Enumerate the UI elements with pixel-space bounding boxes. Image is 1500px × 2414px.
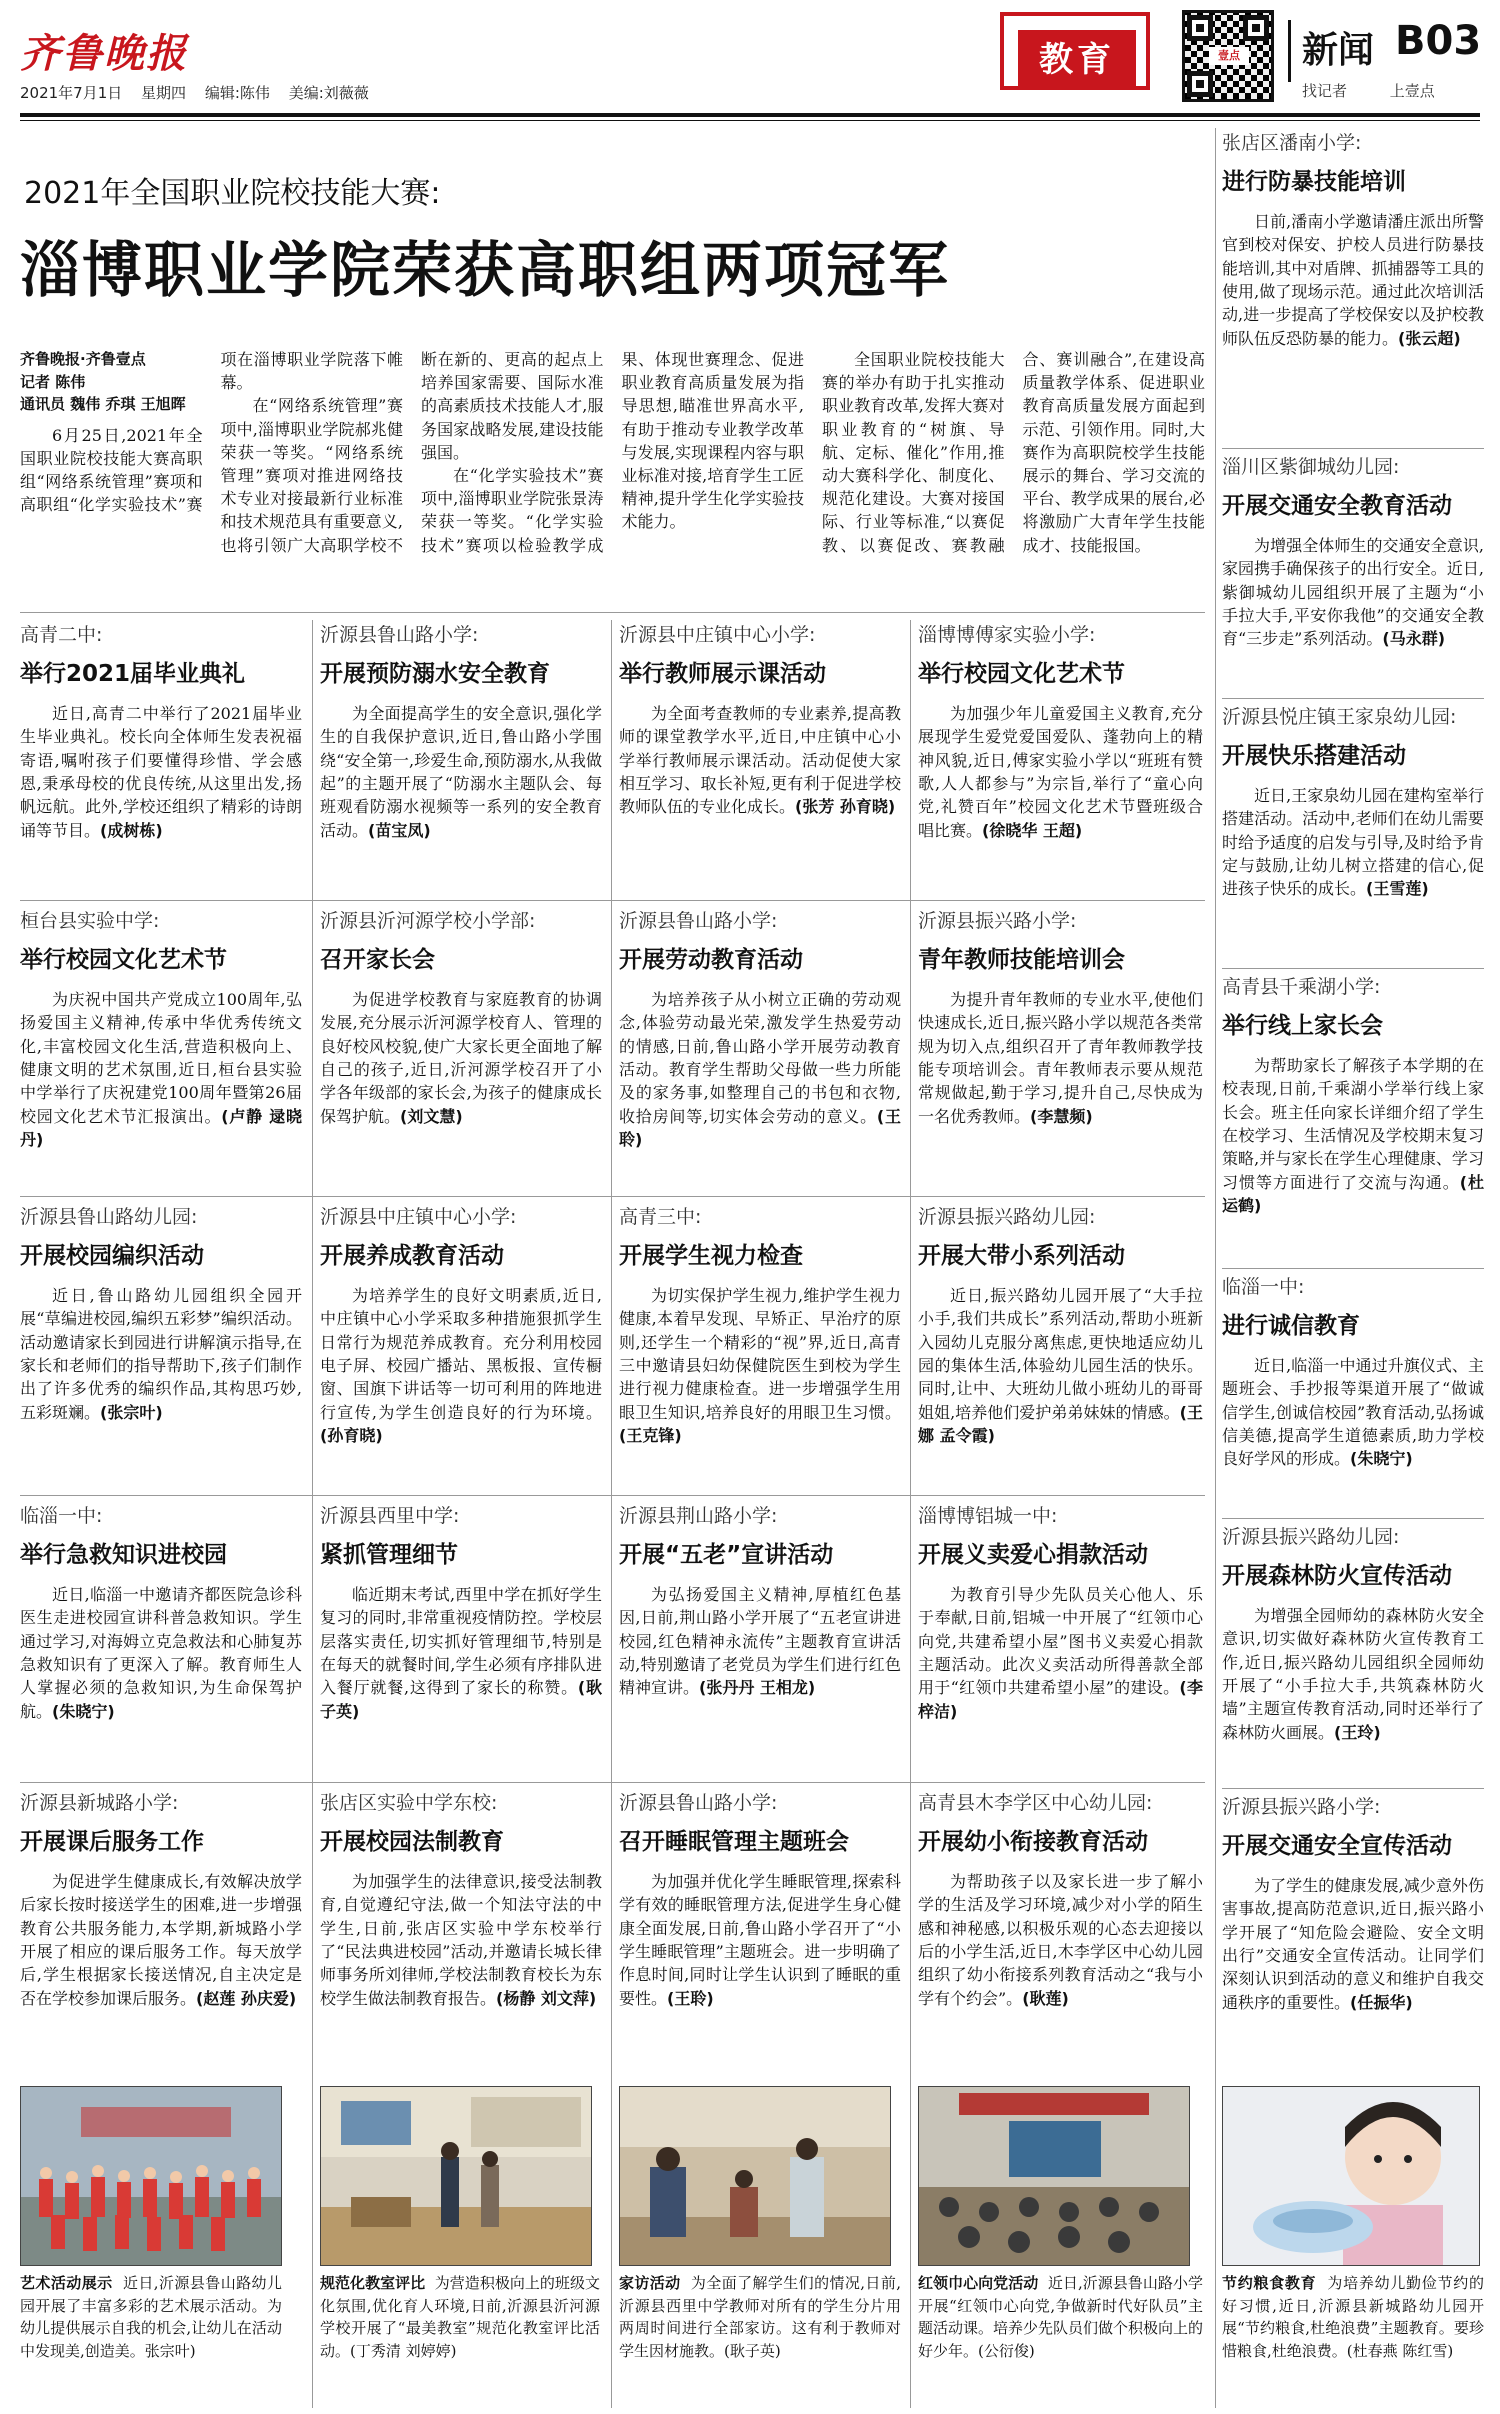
row-divider [1222, 1268, 1484, 1269]
masthead [0, 0, 1500, 118]
row-divider [20, 1495, 1205, 1496]
brief-body: 日前,潘南小学邀请潘庄派出所警官到校对保安、护校人员进行防暴技能培训,其中对盾牌、抓捕器等工具的使用,做了现场示范。通过此次培训活动,进一步提高了学校保安以及护校教师队伍反恐防暴的能力。(张云超) [1222, 212, 1484, 348]
brief-credit: (王雪莲) [1366, 879, 1429, 899]
news-brief [20, 622, 302, 894]
news-brief [619, 1790, 901, 2080]
brief-credit: (杜运鹤) [1222, 1172, 1484, 1216]
news-brief [320, 622, 602, 894]
news-brief [1222, 454, 1484, 694]
brief-headline: 开展“五老”宣讲活动 [619, 1542, 834, 1568]
lead-body [20, 348, 1205, 598]
brief-kicker: 沂源县鲁山路幼儿园: [20, 1206, 198, 1228]
brief-kicker: 淄川区紫御城幼儿园: [1222, 456, 1400, 478]
column-divider [312, 620, 313, 2408]
news-brief [1222, 1794, 1484, 2080]
brief-kicker: 沂源县西里中学: [320, 1505, 460, 1527]
brief-body: 为加强学生的法律意识,接受法制教育,自觉遵纪守法,做一个知法守法的中学生,日前,张店区实验中学东校举行了“民法典进校园”活动,并邀请长城长律师事务所刘律师,学校法制教育校长为东校学生做法制教育报告。(杨静 刘文萍) [320, 1872, 602, 2008]
brief-body: 近日,鲁山路幼儿园组织全园开展“草编进校园,编织五彩梦”编织活动。活动邀请家长到园进行讲解演示指导,在家长和老师们的指导帮助下,孩子们制作出了许多优秀的编织作品,其构思巧妙,五彩斑斓。(张宗叶) [20, 1286, 302, 1422]
brief-kicker: 沂源县振兴路小学: [918, 910, 1077, 932]
brief-headline: 进行诚信教育 [1222, 1313, 1360, 1339]
brief-body: 近日,高青二中举行了2021届毕业生毕业典礼。校长向全体师生发表祝福寄语,嘱咐孩子们要懂得珍惜、学会感恩,秉承母校的优良传统,从这里出发,扬帆远航。此外,学校还组织了精彩的诗朗诵等节目。(成树栋) [20, 704, 302, 840]
brief-headline: 开展养成教育活动 [320, 1243, 504, 1269]
brief-body: 为全面提高学生的安全意识,强化学生的自我保护意识,近日,鲁山路小学围绕“安全第一,珍爱生命,预防溺水,从我做起”的主题开展了“防溺水主题队会、每班观看防溺水视频等一系列的安全教育活动。(苗宝凤) [320, 704, 602, 840]
brief-headline: 开展预防溺水安全教育 [320, 661, 550, 687]
brief-credit: (张芳 孙育晓) [795, 797, 896, 817]
brief-body: 近日,临淄一中通过升旗仪式、主题班会、手抄报等渠道开展了“做诚信学生,创诚信校园”教育活动,弘扬诚信美德,提高学生道德素质,助力学校良好学风的形成。(朱晓宁) [1222, 1356, 1484, 1469]
brief-credit: (王娜 孟令霞) [918, 1402, 1203, 1446]
editor-credit: 编辑:陈伟 [204, 84, 270, 102]
brief-credit: (耿子英) [320, 1678, 602, 1721]
brief-kicker: 沂源县振兴路小学: [1222, 1796, 1381, 1818]
column-divider [910, 620, 911, 2408]
news-brief [20, 908, 302, 1190]
brief-body: 为增强全园师幼的森林防火安全意识,切实做好森林防火宣传教育工作,近日,振兴路幼儿园组织全园师幼开展了“小手拉大手,共筑森林防火墙”主题宣传教育活动,同时还举行了森林防火画展。(王玲) [1222, 1606, 1484, 1742]
brief-body: 近日,振兴路幼儿园开展了“大手拉小手,我们共成长”系列活动,帮助小班新入园幼儿克服分离焦虑,更快地适应幼儿园的集体生活,体验幼儿园生活的快乐。同时,让中、大班幼儿做小班幼儿的哥哥姐姐,培养他们爱护弟弟妹妹的情感。(王娜 孟令霞) [918, 1286, 1203, 1446]
photo-home-visit[interactable] [619, 2086, 891, 2266]
caption-credit: (杜春燕 陈红雪) [1346, 2341, 1454, 2360]
page-note-right: 上壹点 [1389, 82, 1435, 100]
brief-headline: 青年教师技能培训会 [918, 947, 1125, 973]
brief-headline: 开展交通安全宣传活动 [1222, 1833, 1452, 1859]
brief-kicker: 沂源县鲁山路小学: [320, 624, 479, 646]
brief-credit: (李慧频) [1030, 1106, 1093, 1126]
brief-kicker: 张店区实验中学东校: [320, 1792, 498, 1814]
column-divider [611, 620, 612, 2408]
brief-kicker: 高青三中: [619, 1206, 702, 1228]
lead-subtitle: 2021年全国职业院校技能大赛: [24, 176, 441, 211]
brief-body: 为促进学生健康成长,有效解决放学后家长按时接送学生的困难,进一步增强教育公共服务能力,本学期,新城路小学开展了相应的课后服务工作。每天放学后,学生根据家长接送情况,自主决定是否在学校参加课后服务。(赵莲 孙庆爱) [20, 1872, 302, 2008]
brief-credit: (王聆) [619, 1106, 901, 1150]
brief-body: 为帮助孩子以及家长进一步了解小学的生活及学习环境,减少对小学的陌生感和神秘感,以积极乐观的心态去迎接以后的小学生活,近日,木李学区中心幼儿园组织了幼小衔接系列教育活动之“我与小学有个约会”。(耿莲) [918, 1872, 1203, 2008]
brief-kicker: 淄博博铝城一中: [918, 1505, 1058, 1527]
brief-credit: (王玲) [1334, 1722, 1381, 1742]
news-brief [619, 908, 901, 1190]
brief-headline: 开展义卖爱心捐款活动 [918, 1542, 1148, 1568]
news-brief [918, 622, 1203, 894]
brief-kicker: 高青县木李学区中心幼儿园: [918, 1792, 1153, 1814]
brief-kicker: 临淄一中: [20, 1505, 103, 1527]
brief-headline: 开展学生视力检查 [619, 1243, 803, 1269]
brief-kicker: 沂源县新城路小学: [20, 1792, 179, 1814]
brief-body: 临近期末考试,西里中学在抓好学生复习的同时,非常重视疫情防控。学校层层落实责任,切实抓好管理细节,特别是在每天的就餐时间,学生必须有序排队进入餐厅就餐,这得到了家长的称赞。(耿子英) [320, 1585, 602, 1721]
brief-credit: (王克锋) [619, 1426, 682, 1446]
brief-kicker: 沂源县振兴路幼儿园: [1222, 1526, 1400, 1548]
lead-headline: 淄博职业学院荣获高职组两项冠军 [20, 236, 950, 306]
brief-headline: 开展快乐搭建活动 [1222, 743, 1406, 769]
lead-byline-outlet: 齐鲁晚报·齐鲁壹点 [20, 350, 146, 368]
news-brief [1222, 1524, 1484, 1784]
caption-label: 红领巾心向党活动 [918, 2274, 1039, 2292]
brief-kicker: 沂源县鲁山路小学: [619, 1792, 778, 1814]
photo-art-performance[interactable] [20, 2086, 282, 2266]
brief-credit: (刘文慧) [400, 1106, 463, 1126]
brief-credit: (朱晓宁) [52, 1701, 115, 1721]
photo-red-scarf-activity[interactable] [918, 2086, 1190, 2266]
brief-body: 为提升青年教师的专业水平,使他们快速成长,近日,振兴路小学以规范各类常规为切入点,组织召开了青年教师教学技能专项培训会。青年教师表示要从规范常规做起,勤于学习,提升自己,尽快成为一名优秀教师。(李慧频) [918, 990, 1203, 1126]
section-tag: 教育 [1018, 30, 1136, 90]
designer-credit: 美编:刘薇薇 [288, 84, 369, 102]
brief-kicker: 沂源县荆山路小学: [619, 1505, 778, 1527]
brief-kicker: 沂源县振兴路幼儿园: [918, 1206, 1096, 1228]
news-brief [619, 1204, 901, 1489]
brief-credit: (孙育晓) [320, 1426, 383, 1446]
brief-credit: (耿莲) [1022, 1988, 1069, 2008]
brief-kicker: 沂源县悦庄镇王家泉幼儿园: [1222, 706, 1457, 728]
photo-caption: 红领巾心向党活动 近日,沂源县鲁山路小学开展“红领巾心向党,争做新时代好队员”主题活动课。培养少先队员们做个积极向上的好少年。(公衍俊) [918, 2274, 1203, 2360]
home-visit-photo-image [620, 2087, 891, 2266]
red-scarf-photo-image [919, 2087, 1190, 2266]
news-brief [918, 1503, 1203, 1776]
brief-body: 为培养孩子从小树立正确的劳动观念,体验劳动最光荣,激发学生热爱劳动的情感,日前,鲁山路小学开展劳动教育活动。教育学生帮助父母做一些力所能及的家务事,如整理自己的书包和衣物,收拾房间等,切实体会劳动的意义。(王聆) [619, 990, 901, 1150]
brief-credit: (赵莲 孙庆爱) [196, 1988, 297, 2008]
row-divider [1222, 698, 1484, 699]
news-brief [1222, 130, 1484, 445]
caption-label: 节约粮食教育 [1222, 2274, 1317, 2292]
brief-body: 近日,王家泉幼儿园在建构室举行搭建活动。活动中,老师们在幼儿需要时给予适度的启发与引导,及时给予肯定与鼓励,让幼儿树立搭建的信心,促进孩子快乐的成长。(王雪莲) [1222, 786, 1484, 899]
qr-caption: 壹点 [1209, 47, 1249, 65]
brief-headline: 开展课后服务工作 [20, 1829, 204, 1855]
photo-caption: 艺术活动展示 近日,沂源县鲁山路幼儿园开展了丰富多彩的艺术展示活动。为幼儿提供展示自我的机会,让幼儿在活动中发现美,创造美。张宗叶) [20, 2274, 282, 2360]
news-brief [320, 1204, 602, 1489]
news-brief [619, 622, 901, 894]
brief-credit: (成树栋) [100, 820, 163, 840]
masthead-rule [20, 113, 1480, 117]
news-brief [320, 908, 602, 1190]
brief-headline: 举行线上家长会 [1222, 1013, 1383, 1039]
brief-credit: (苗宝凤) [368, 820, 431, 840]
food-saving-photo-image [1223, 2087, 1480, 2266]
brief-credit: (朱晓宁) [1350, 1449, 1413, 1469]
caption-credit: 张宗叶) [144, 2341, 196, 2360]
news-brief [320, 1790, 602, 2080]
row-divider [1222, 1788, 1484, 1789]
classroom-photo-image [321, 2087, 592, 2266]
column-divider [1215, 128, 1216, 2408]
news-brief [1222, 704, 1484, 966]
row-divider [20, 612, 1205, 613]
lead-paragraph: 在“化学实验技术”赛项中,淄博职业学院张景涛荣获一等奖。“化学实验技术”赛项以检验教学成果、体现世赛理念、促进职业教育高质量发展为指导思想,瞄准世界高水平,有助于推动专业教学改革与发展,实现课程内容与职业标准对接,培育学生工匠精神,提升学生化学实验技术能力。 [421, 350, 804, 555]
news-brief [20, 1790, 302, 2080]
brief-body: 为帮助家长了解孩子本学期的在校表现,日前,千乘湖小学举行线上家长会。班主任向家长详细介绍了学生在校学习、生活情况及学校期末复习策略,并与家长在学生心理健康、学习习惯等方面进行了交流与沟通。(杜运鹤) [1222, 1056, 1484, 1216]
brief-body: 为全面考查教师的专业素养,提高教师的课堂教学水平,近日,中庄镇中心小学举行教师展示课活动。活动促使大家相互学习、取长补短,更有利于促进学校教师队伍的专业化成长。(张芳 孙育晓) [619, 704, 901, 817]
row-divider [20, 1196, 1205, 1197]
news-brief [20, 1204, 302, 1489]
brief-body: 近日,临淄一中邀请齐都医院急诊科医生走进校园宣讲科普急救知识。学生通过学习,对海姆立克急救法和心肺复苏急救知识有了更深入了解。教育师生人人掌握必须的急救知识,为生命保驾护航。(朱晓宁) [20, 1585, 302, 1721]
photo-caption: 规范化教室评比 为营造积极向上的班级文化氛围,优化育人环境,日前,沂源县沂河源学校开展了“最美教室”规范化教室评比活动。(丁秀清 刘婷婷) [320, 2274, 600, 2360]
lead-paragraph: 全国职业院校技能大赛的举办有助于扎实推动职业教育改革,发挥大赛对职业教育的“树旗、导航、定标、催化”作用,推动大赛科学化、制度化、规范化建设。大赛对接国际、行业等标准,“以赛促教、以赛促改、赛教融合、赛训融合”,在建设高质量教学体系、促进职业教育高质量发展方面起到示范、引领作用。同时,大赛作为高职院校学生技能展示的舞台、学习交流的平台、教学成果的展台,必将激励广大青年学生技能成才、技能报国。 [822, 350, 1205, 555]
row-divider [1222, 968, 1484, 969]
row-divider [1222, 1518, 1484, 1519]
brief-headline: 开展校园法制教育 [320, 1829, 504, 1855]
caption-credit: (耿子英) [724, 2341, 781, 2360]
brief-body: 为庆祝中国共产党成立100周年,弘扬爱国主义精神,传承中华优秀传统文化,丰富校园文化生活,营造积极向上、健康文明的艺术氛围,近日,桓台县实验中学举行了庆祝建党100周年暨第26届校园文化艺术节汇报演出。(卢静 逯晓丹) [20, 990, 302, 1150]
brief-headline: 开展劳动教育活动 [619, 947, 803, 973]
brief-headline: 召开家长会 [320, 947, 435, 973]
brief-headline: 举行校园文化艺术节 [918, 661, 1125, 687]
brief-headline: 开展交通安全教育活动 [1222, 493, 1452, 519]
brief-body: 为切实保护学生视力,维护学生视力健康,本着早发现、早矫正、早治疗的原则,还学生一个精彩的“视”界,近日,高青三中邀请县妇幼保健院医生到校为学生进行视力健康检查。进一步增强学生用眼卫生知识,培养良好的用眼卫生习惯。(王克锋) [619, 1286, 901, 1446]
brief-body: 为加强少年儿童爱国主义教育,充分展现学生爱党爱国爱队、蓬勃向上的精神风貌,近日,傅家实验小学以“班班有赞歌,人人都参与”为宗旨,举行了“童心向党,礼赞百年”校园文化艺术节暨班级合唱比赛。(徐晓华 王超) [918, 704, 1203, 840]
caption-label: 家访活动 [619, 2274, 681, 2292]
brief-kicker: 高青县千乘湖小学: [1222, 976, 1381, 998]
newspaper-logo: 齐鲁晚报 [20, 30, 188, 77]
lead-paragraph: 6月25日,2021年全国职业院校技能大赛高职组“网络系统管理”赛项和高职组“化学实验技术”赛项在淄博职业学院落下帷幕。 [20, 350, 403, 515]
brief-kicker: 沂源县沂河源学校小学部: [320, 910, 536, 932]
brief-body: 为加强并优化学生睡眠管理,探索科学有效的睡眠管理方法,促进学生身心健康全面发展,日前,鲁山路小学召开了“小学生睡眠管理”主题班会。进一步明确了作息时间,同时让学生认识到了睡眠的重要性。(王聆) [619, 1872, 901, 2008]
page-separator [1288, 20, 1291, 82]
brief-credit: (王聆) [667, 1988, 714, 2008]
brief-headline: 开展幼小衔接教育活动 [918, 1829, 1148, 1855]
page-note [1302, 80, 1473, 101]
brief-kicker: 沂源县鲁山路小学: [619, 910, 778, 932]
caption-credit: (丁秀清 刘婷婷) [350, 2341, 457, 2360]
brief-credit: (任振华) [1350, 1992, 1413, 2012]
news-brief [1222, 1274, 1484, 1514]
photo-classroom-review[interactable] [320, 2086, 592, 2266]
page-label: 新闻 [1302, 30, 1375, 71]
qr-code-icon[interactable] [1182, 10, 1274, 102]
photo-caption: 家访活动 为全面了解学生们的情况,日前,沂源县西里中学教师对所有的学生分片用两周时间进行全部家访。这有利于教师对学生因材施教。(耿子英) [619, 2274, 901, 2360]
brief-headline: 开展森林防火宣传活动 [1222, 1563, 1452, 1589]
brief-kicker: 沂源县中庄镇中心小学: [320, 1206, 517, 1228]
news-brief [320, 1503, 602, 1776]
brief-credit: (张丹丹 王相龙) [699, 1678, 816, 1698]
page-number: B03 [1395, 18, 1482, 64]
lead-story [20, 128, 1205, 606]
brief-headline: 召开睡眠管理主题班会 [619, 1829, 849, 1855]
dateline [20, 82, 383, 103]
brief-credit: (李梓洁) [918, 1678, 1203, 1721]
performance-photo-image [21, 2087, 282, 2266]
lead-byline-correspondents: 通讯员 魏伟 乔琪 王旭晖 [20, 395, 186, 413]
issue-weekday: 星期四 [141, 84, 187, 102]
photo-food-saving[interactable] [1222, 2086, 1480, 2266]
caption-credit: (公衍俊) [978, 2341, 1035, 2360]
caption-label: 艺术活动展示 [20, 2274, 113, 2292]
row-divider [20, 1782, 1205, 1783]
brief-headline: 举行2021届毕业典礼 [20, 661, 246, 687]
brief-headline: 举行急救知识进校园 [20, 1542, 227, 1568]
brief-headline: 紧抓管理细节 [320, 1542, 458, 1568]
news-brief [918, 1790, 1203, 2080]
brief-headline: 开展校园编织活动 [20, 1243, 204, 1269]
caption-label: 规范化教室评比 [320, 2274, 426, 2292]
news-brief [1222, 974, 1484, 1264]
brief-body: 为了学生的健康发展,减少意外伤害事故,提高防范意识,近日,振兴路小学开展了“知危险会避险、安全文明出行”交通安全宣传活动。让同学们深刻认识到活动的意义和维护自我交通秩序的重要性。(任振华) [1222, 1876, 1484, 2012]
brief-kicker: 张店区潘南小学: [1222, 132, 1362, 154]
brief-headline: 举行校园文化艺术节 [20, 947, 227, 973]
brief-headline: 举行教师展示课活动 [619, 661, 826, 687]
lead-paragraph: 在“网络系统管理”赛项中,淄博职业学院郝兆健荣获一等奖。“网络系统管理”赛项对推进网络技术专业对接最新行业标准和技术规范具有重要意义,也将引领广大高职学校不断在新的、更高的起点上培养国家需要、国际水准的高素质技术技能人才,服务国家战略发展,建设技能强国。 [220, 350, 604, 555]
brief-kicker: 淄博博傅家实验小学: [918, 624, 1096, 646]
news-brief [619, 1503, 901, 1776]
brief-body: 为弘扬爱国主义精神,厚植红色基因,日前,荆山路小学开展了“五老宣讲进校园,红色精神永流传”主题教育宣讲活动,特别邀请了老党员为学生们进行红色精神宣讲。(张丹丹 王相龙) [619, 1585, 901, 1698]
brief-kicker: 高青二中: [20, 624, 103, 646]
issue-date: 2021年7月1日 [20, 84, 123, 102]
masthead-thin-rule [20, 120, 1480, 121]
brief-kicker: 临淄一中: [1222, 1276, 1305, 1298]
row-divider [20, 900, 1205, 901]
brief-credit: (杨静 刘文萍) [496, 1988, 597, 2008]
brief-kicker: 桓台县实验中学: [20, 910, 160, 932]
brief-body: 为增强全体师生的交通安全意识,家园携手确保孩子的出行安全。近日,紫御城幼儿园组织开展了主题为“小手拉大手,平安你我他”的交通安全教育“三步走”系列活动。(马永群) [1222, 536, 1484, 649]
row-divider [1222, 448, 1484, 449]
brief-credit: (徐晓华 王超) [982, 820, 1083, 840]
brief-kicker: 沂源县中庄镇中心小学: [619, 624, 816, 646]
brief-headline: 开展大带小系列活动 [918, 1243, 1125, 1269]
brief-body: 为促进学校教育与家庭教育的协调发展,充分展示沂河源学校育人、管理的良好校风校貌,使广大家长更全面地了解自己的孩子,近日,沂河源学校召开了小学各年级部的家长会,为孩子的健康成长保驾护航。(刘文慧) [320, 990, 602, 1126]
photo-caption: 节约粮食教育 为培养幼儿勤俭节约的好习惯,近日,沂源县新城路幼儿园开展“节约粮食,杜绝浪费”主题教育。要珍惜粮食,杜绝浪费。(杜春燕 陈红雪) [1222, 2274, 1484, 2360]
brief-credit: (卢静 逯晓丹) [20, 1106, 302, 1150]
brief-body: 为培养学生的良好文明素质,近日,中庄镇中心小学采取多种措施狠抓学生日常行为规范养成教育。充分利用校园电子屏、校园广播站、黑板报、宣传橱窗、国旗下讲话等一切可利用的阵地进行宣传,为学生创造良好的行为环境。(孙育晓) [320, 1286, 602, 1446]
page-note-left: 找记者 [1302, 82, 1348, 100]
brief-credit: (张云超) [1398, 328, 1461, 348]
lead-byline-reporter: 记者 陈伟 [20, 372, 86, 391]
news-brief [20, 1503, 302, 1776]
news-brief [918, 1204, 1203, 1489]
brief-body: 为教育引导少先队员关心他人、乐于奉献,日前,铝城一中开展了“红领巾心向党,共建希望小屋”图书义卖爱心捐款主题活动。此次义卖活动所得善款全部用于“红领巾共建希望小屋”的建设。(李梓洁) [918, 1585, 1203, 1721]
news-brief [918, 908, 1203, 1190]
brief-credit: (马永群) [1382, 629, 1446, 649]
brief-credit: (张宗叶) [100, 1402, 163, 1422]
brief-headline: 进行防暴技能培训 [1222, 169, 1406, 195]
